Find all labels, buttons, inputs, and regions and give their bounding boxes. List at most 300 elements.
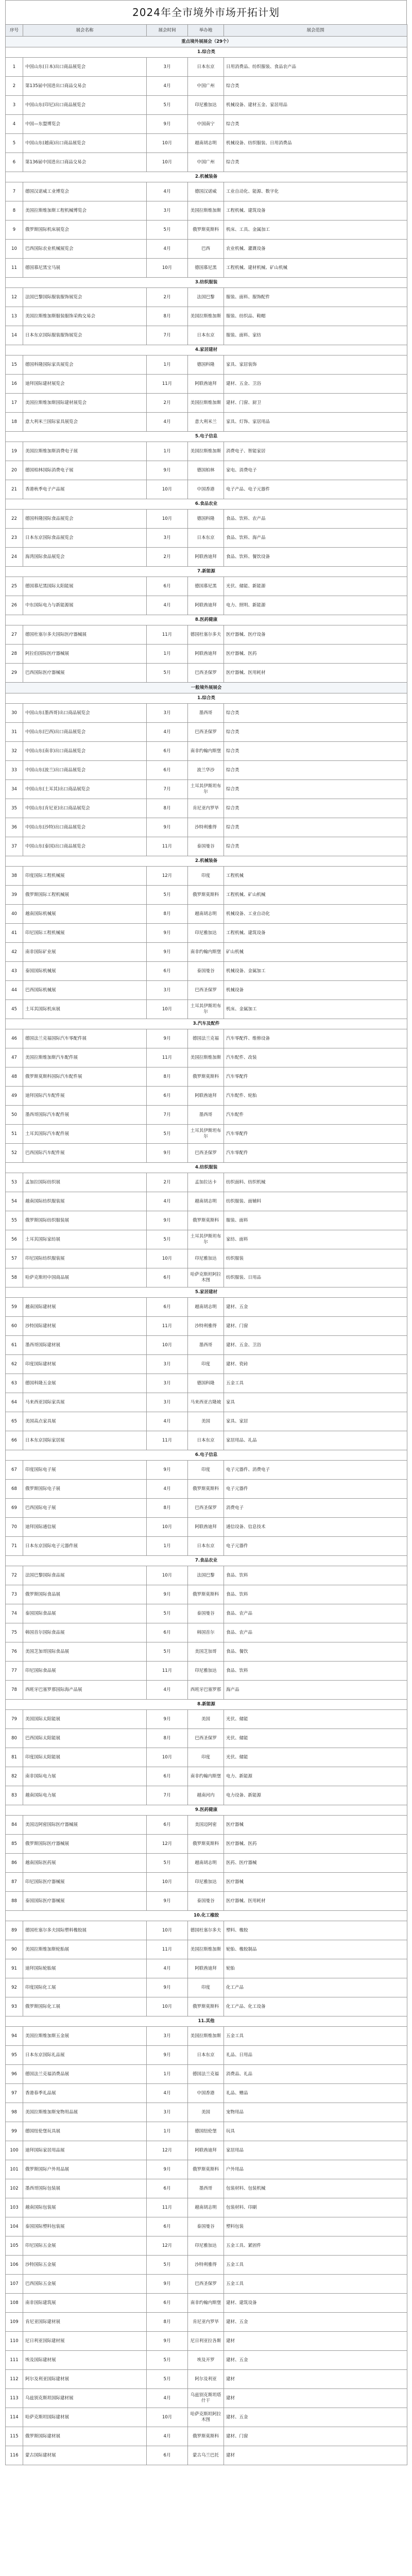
category-label: 3.纺织服装 [6,278,407,288]
cell-time: 7月 [147,1786,188,1805]
cell-location: 日本东京 [188,1431,224,1450]
table-row [6,1336,407,1355]
table-row [6,221,407,240]
category-row [6,1163,407,1173]
table-row [6,2160,407,2179]
table-row [6,2408,407,2427]
cell-scope: 食品、餐饮 [224,1642,407,1662]
cell-scope: 家电、消费电子 [224,461,407,480]
category-row [6,172,407,182]
cell-scope: 汽车零配件 [224,1144,407,1163]
cell-scope: 医疗器械、医药 [224,1835,407,1854]
cell-time: 12月 [147,2236,188,2256]
table-row [6,664,407,683]
table-row [6,1048,407,1067]
cell-location: 美国迈阿密 [188,1816,224,1835]
cell-location: 俄罗斯莫斯科 [188,1585,224,1604]
cell-index: 115 [6,2427,23,2446]
cell-scope: 医疗器械 [224,1873,407,1892]
table-row [6,375,407,394]
cell-location: 阿联酋迪拜 [188,1518,224,1537]
cell-scope: 食品、饮料 [224,1585,407,1604]
table-row [6,837,407,856]
table-row [6,886,407,905]
cell-scope: 五金工具 [224,2027,407,2046]
category-label: 2.机械装备 [6,856,407,867]
cell-location: 印度 [188,1748,224,1767]
table-row [6,2446,407,2465]
cell-name: 巴西国际太阳能展 [23,1729,147,1748]
cell-time: 4月 [147,1480,188,1499]
cell-location: 巴西圣保罗 [188,723,224,742]
cell-time: 5月 [147,1604,188,1623]
cell-name: 第136届中国进出口商品交易会 [23,153,147,172]
cell-index: 46 [6,1029,23,1048]
cell-scope: 综合类 [224,723,407,742]
cell-name: 中国山东(波兰)出口商品展览会 [23,761,147,780]
cell-location: 意大利米兰 [188,413,224,432]
cell-name: 泰国国际塑料包装展 [23,2217,147,2236]
cell-location: 法国巴黎 [188,288,224,307]
table-row [6,1710,407,1729]
cell-location: 德国科隆 [188,510,224,529]
cell-index: 38 [6,867,23,886]
cell-location: 哈萨克斯坦阿拉木图 [188,2408,224,2427]
cell-time: 5月 [147,1854,188,1873]
cell-time: 6月 [147,2217,188,2236]
cell-name: 俄罗斯国际建材展 [23,2427,147,2446]
cell-index: 67 [6,1461,23,1480]
cell-time: 6月 [147,2179,188,2198]
cell-index: 51 [6,1125,23,1144]
cell-scope: 食品、饮料 [224,1566,407,1585]
cell-index: 71 [6,1537,23,1556]
cell-name: 德国科隆五金展 [23,1374,147,1393]
cell-name: 日本东京国际礼品展 [23,2046,147,2065]
cell-scope: 纺织服装 [224,1249,407,1268]
category-row [6,2016,407,2027]
cell-scope: 五金工具 [224,2275,407,2294]
category-row [6,1700,407,1710]
cell-name: 印度国际建材展 [23,1355,147,1374]
category-row [6,693,407,704]
table-row [6,2313,407,2332]
cell-scope: 综合类 [224,837,407,856]
cell-scope: 家具、灯饰、家居用品 [224,413,407,432]
cell-name: 阿拉伯国际医疗器械展 [23,645,147,664]
cell-time: 3月 [147,1355,188,1374]
cell-location: 越南胡志明 [188,134,224,153]
cell-location: 印尼雅加达 [188,1662,224,1681]
table-row [6,1662,407,1681]
cell-location: 南非约翰内斯堡 [188,943,224,962]
table-body [6,37,407,2465]
cell-scope: 汽车配件、改装 [224,1048,407,1067]
cell-location: 美国拉斯维加斯 [188,394,224,413]
cell-time: 2月 [147,1173,188,1192]
cell-index: 80 [6,1729,23,1748]
cell-name: 美国拉斯维加斯国际建材展览会 [23,394,147,413]
cell-name: 巴西国际农业机械展览会 [23,240,147,259]
table-row [6,1642,407,1662]
table-row [6,1959,407,1978]
cell-scope: 医疗器械、医疗设备 [224,625,407,645]
cell-name: 中国山东(巴西)出口商品展览会 [23,723,147,742]
table-row [6,1412,407,1431]
cell-time: 8月 [147,799,188,818]
cell-location: 巴西圣保罗 [188,664,224,683]
cell-name: 日本东京国际电子元器件展 [23,1537,147,1556]
cell-time: 9月 [147,924,188,943]
cell-location: 俄罗斯莫斯科 [188,1211,224,1230]
cell-scope: 建材、五金、卫浴 [224,375,407,394]
cell-index: 44 [6,981,23,1000]
cell-name: 俄罗斯国际纺织服装展 [23,1211,147,1230]
cell-time: 11月 [147,837,188,856]
table-row [6,288,407,307]
table-row [6,355,407,375]
cell-index: 81 [6,1748,23,1767]
cell-time: 9月 [147,2046,188,2065]
cell-location: 尼日利亚拉各斯 [188,2332,224,2351]
cell-scope: 医疗器械 [224,1816,407,1835]
table-row [6,1106,407,1125]
cell-scope: 建材、瓷砖 [224,1355,407,1374]
cell-index: 73 [6,1585,23,1604]
table-row [6,625,407,645]
cell-location: 阿联酋迪拜 [188,375,224,394]
cell-index: 35 [6,799,23,818]
cell-scope: 电子元器件 [224,1537,407,1556]
cell-time: 5月 [147,1125,188,1144]
table-row [6,1480,407,1499]
cell-index: 10 [6,240,23,259]
cell-index: 16 [6,375,23,394]
cell-name: 巴西国际医疗器械展 [23,664,147,683]
cell-index: 82 [6,1767,23,1786]
table-row [6,1374,407,1393]
cell-name: 蒙古国际建材展 [23,2446,147,2465]
cell-location: 印度 [188,1355,224,1374]
cell-location: 中国广州 [188,77,224,96]
cell-scope: 综合类 [224,761,407,780]
cell-name: 德国慕尼黑宝马展 [23,259,147,278]
cell-name: 埃及国际建材展 [23,2351,147,2370]
header-index: 序号 [6,25,23,37]
table-row [6,761,407,780]
cell-location: 韩国首尔 [188,1623,224,1642]
cell-time: 11月 [147,2198,188,2217]
cell-scope: 建材 [224,2370,407,2389]
cell-scope: 建材、门窗 [224,1317,407,1336]
cell-time: 9月 [147,943,188,962]
cell-name: 法国巴黎国际食品展 [23,1566,147,1585]
cell-name: 俄罗斯国际化工展 [23,1997,147,2016]
category-row [6,856,407,867]
cell-name: 德国法兰克福消费品展 [23,2065,147,2084]
table-row [6,1921,407,1940]
category-label: 8.医药健康 [6,615,407,625]
table-row [6,1230,407,1249]
category-row [6,278,407,288]
table-row [6,1873,407,1892]
cell-name: 印尼国际医疗器械展 [23,1873,147,1892]
cell-name: 越南国际建材展 [23,1298,147,1317]
cell-time: 3月 [147,1374,188,1393]
cell-time: 8月 [147,1499,188,1518]
table-row [6,981,407,1000]
cell-index: 89 [6,1921,23,1940]
cell-location: 俄罗斯莫斯科 [188,1480,224,1499]
cell-scope: 塑料包装 [224,2217,407,2236]
cell-time: 9月 [147,1144,188,1163]
cell-name: 德国慕尼黑国际太阳能展 [23,577,147,596]
cell-index: 98 [6,2103,23,2122]
cell-scope: 轮胎 [224,1959,407,1978]
cell-index: 12 [6,288,23,307]
table-row [6,2389,407,2408]
cell-scope: 建材、门窗、厨卫 [224,394,407,413]
cell-location: 南非约翰内斯堡 [188,1767,224,1786]
cell-location: 沙特利雅得 [188,818,224,837]
cell-scope: 通信设备、信息技术 [224,1518,407,1537]
cell-time: 1月 [147,2122,188,2141]
cell-name: 美国芝加哥国际食品展 [23,1642,147,1662]
cell-location: 泰国曼谷 [188,1604,224,1623]
cell-index: 24 [6,548,23,567]
table-row [6,201,407,221]
table-row [6,2236,407,2256]
table-row [6,2351,407,2370]
cell-name: 德国科隆国际家具展览会 [23,355,147,375]
cell-scope: 工程机械、建筑设备 [224,201,407,221]
cell-time: 1月 [147,2065,188,2084]
cell-scope: 化工产品 [224,1978,407,1997]
cell-location: 德国法兰克福 [188,1029,224,1048]
cell-index: 110 [6,2332,23,2351]
cell-name: 迪拜国际通信展 [23,1518,147,1537]
cell-time: 1月 [147,442,188,461]
cell-location: 泰国曼谷 [188,837,224,856]
header-time: 展会时间 [147,25,188,37]
cell-time: 6月 [147,1816,188,1835]
cell-index: 11 [6,259,23,278]
cell-scope: 食品、农产品 [224,1604,407,1623]
cell-index: 30 [6,704,23,723]
cell-scope: 农业机械、灌溉设备 [224,240,407,259]
table-row [6,182,407,201]
table-row [6,1835,407,1854]
cell-time: 4月 [147,413,188,432]
cell-scope: 食品、饮料 [224,1662,407,1681]
cell-scope: 综合类 [224,115,407,134]
cell-name: 中国山东(印尼)出口商品展览会 [23,96,147,115]
table-row [6,2294,407,2313]
cell-name: 印度国际工程机械展 [23,867,147,886]
table-row [6,2103,407,2122]
cell-location: 印尼雅加达 [188,96,224,115]
cell-location: 美国 [188,2103,224,2122]
cell-index: 47 [6,1048,23,1067]
cell-name: 中国山东(日本)出口商品展览会 [23,58,147,77]
table-row [6,2198,407,2217]
cell-index: 102 [6,2179,23,2198]
table-row [6,1144,407,1163]
cell-location: 土耳其伊斯坦布尔 [188,1230,224,1249]
category-row [6,345,407,355]
cell-time: 4月 [147,1192,188,1211]
cell-scope: 光伏、储能 [224,1710,407,1729]
category-label: 11.其他 [6,2016,407,2027]
section-header-row [6,683,407,693]
table-row [6,510,407,529]
cell-time: 12月 [147,1835,188,1854]
table-row [6,307,407,326]
cell-name: 土耳其国际机床展 [23,1000,147,1019]
cell-scope: 汽车配件、轮胎 [224,1087,407,1106]
cell-time: 10月 [147,1249,188,1268]
cell-index: 94 [6,2027,23,2046]
cell-time: 2月 [147,394,188,413]
table-row [6,1393,407,1412]
cell-name: 中国山东(越南)出口商品展览会 [23,134,147,153]
cell-time: 9月 [147,1461,188,1480]
cell-index: 113 [6,2389,23,2408]
table-row [6,596,407,615]
cell-time: 9月 [147,1585,188,1604]
cell-location: 俄罗斯莫斯科 [188,1067,224,1087]
cell-scope: 电子产品、电子元器件 [224,480,407,499]
table-row [6,742,407,761]
cell-scope: 家具、家居装饰 [224,355,407,375]
cell-time: 1月 [147,355,188,375]
cell-index: 72 [6,1566,23,1585]
cell-name: 香港秋季电子产品展 [23,480,147,499]
cell-scope: 综合类 [224,818,407,837]
cell-index: 111 [6,2351,23,2370]
cell-time: 7月 [147,780,188,799]
cell-name: 美国拉斯维加斯五金展 [23,2027,147,2046]
cell-time: 8月 [147,1729,188,1748]
cell-scope: 户外用品 [224,2160,407,2179]
cell-time: 6月 [147,742,188,761]
table-row [6,2027,407,2046]
table-row [6,2370,407,2389]
category-label: 7.新能源 [6,567,407,577]
cell-location: 俄罗斯莫斯科 [188,2427,224,2446]
cell-time: 4月 [147,596,188,615]
table-row [6,1767,407,1786]
cell-location: 美国拉斯维加斯 [188,1048,224,1067]
cell-scope: 建材 [224,2446,407,2465]
table-row [6,645,407,664]
cell-name: 香港春季礼品展 [23,2084,147,2103]
table-row [6,1854,407,1873]
cell-name: 美国拉斯维加斯服装服饰采购交易会 [23,307,147,326]
cell-index: 96 [6,2065,23,2084]
table-row [6,1585,407,1604]
cell-name: 美国高点家具展 [23,1412,147,1431]
cell-scope: 礼品、赠品 [224,2084,407,2103]
cell-name: 印度国际电子展 [23,1461,147,1480]
cell-time: 5月 [147,1230,188,1249]
cell-time: 10月 [147,1000,188,1019]
cell-time: 5月 [147,2370,188,2389]
cell-scope: 电力、新能源 [224,1767,407,1786]
cell-index: 36 [6,818,23,837]
table-row [6,1518,407,1537]
table-row [6,413,407,432]
cell-scope: 医疗器械、医药 [224,645,407,664]
cell-location: 阿联酋迪拜 [188,1087,224,1106]
cell-name: 迪拜国际汽车配件展 [23,1087,147,1106]
cell-name: 意大利米兰国际家具展览会 [23,413,147,432]
cell-name: 越南国际包装展 [23,2198,147,2217]
cell-location: 西班牙巴塞罗那 [188,1681,224,1700]
cell-index: 2 [6,77,23,96]
category-label: 8.新能源 [6,1700,407,1710]
cell-name: 美国拉斯维加斯宠物用品展 [23,2103,147,2122]
cell-scope: 工业自动化、能源、数字化 [224,182,407,201]
cell-index: 50 [6,1106,23,1125]
cell-name: 美国拉斯维加斯汽车配件展 [23,1048,147,1067]
cell-name: 德国杜塞尔多夫国际塑料橡胶展 [23,1921,147,1940]
cell-name: 德国杜塞尔多夫国际医疗器械展 [23,625,147,645]
table-row [6,2427,407,2446]
cell-location: 南非约翰内斯堡 [188,2294,224,2313]
cell-scope: 工程机械 [224,867,407,886]
cell-name: 德国纽伦堡玩具展 [23,2122,147,2141]
table-row [6,1997,407,2016]
cell-name: 迪拜国际轮胎展 [23,1959,147,1978]
cell-name: 南非国际电力展 [23,1767,147,1786]
cell-index: 83 [6,1786,23,1805]
cell-index: 109 [6,2313,23,2332]
table-row [6,2122,407,2141]
cell-location: 中国南宁 [188,115,224,134]
cell-location: 南非约翰内斯堡 [188,742,224,761]
cell-index: 48 [6,1067,23,1087]
table-row [6,1537,407,1556]
cell-time: 7月 [147,326,188,345]
table-row [6,1317,407,1336]
cell-scope: 电力设备、新能源 [224,1786,407,1805]
cell-time: 5月 [147,886,188,905]
cell-name: 泰国国际医疗器械展 [23,1892,147,1911]
cell-location: 印度 [188,1978,224,1997]
table-row [6,577,407,596]
table-row [6,1173,407,1192]
cell-scope: 化工产品、化工设备 [224,1997,407,2016]
cell-name: 美国国际太阳能展 [23,1710,147,1729]
cell-scope: 服装、纺织品、鞋帽 [224,307,407,326]
exhibition-table [5,24,407,2465]
cell-scope: 食品、饮料、农产品 [224,510,407,529]
cell-index: 13 [6,307,23,326]
category-row [6,1556,407,1566]
category-row [6,1287,407,1298]
cell-index: 55 [6,1211,23,1230]
cell-name: 土耳其国际家纺展 [23,1230,147,1249]
cell-name: 德国科隆国际食品展览会 [23,510,147,529]
cell-location: 德国杜塞尔多夫 [188,625,224,645]
cell-time: 9月 [147,2160,188,2179]
cell-location: 德国汉诺威 [188,182,224,201]
cell-name: 俄罗斯莫斯科国际汽车配件展 [23,1067,147,1087]
cell-index: 26 [6,596,23,615]
cell-time: 10月 [147,1566,188,1585]
cell-scope: 包装材料、印刷 [224,2198,407,2217]
